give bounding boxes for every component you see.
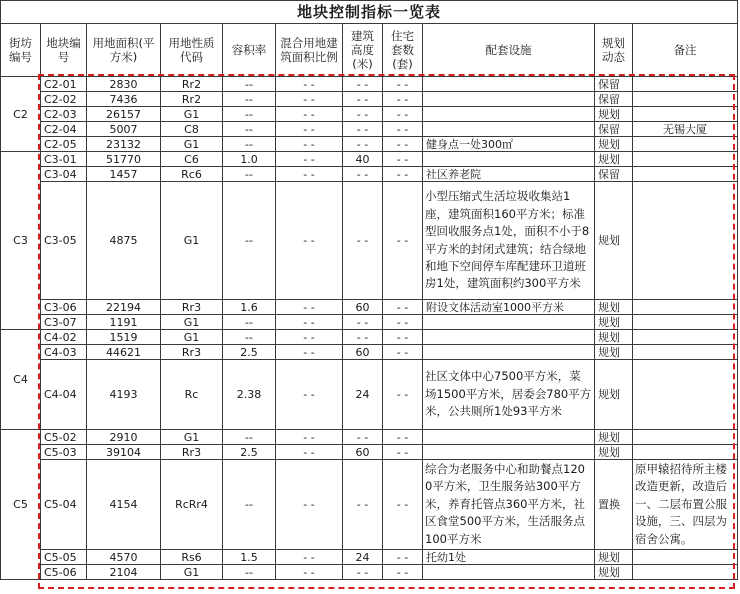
mixed-cell: - - bbox=[276, 345, 343, 360]
status-cell: 规划 bbox=[595, 345, 633, 360]
height-cell: - - bbox=[343, 107, 383, 122]
height-cell: - - bbox=[343, 460, 383, 550]
area-cell: 4154 bbox=[87, 460, 161, 550]
mixed-cell: - - bbox=[276, 360, 343, 430]
status-cell: 规划 bbox=[595, 300, 633, 315]
remark-cell bbox=[633, 137, 738, 152]
status-cell: 规划 bbox=[595, 107, 633, 122]
col-header-remark: 备注 bbox=[633, 24, 738, 77]
mixed-cell: - - bbox=[276, 330, 343, 345]
use-cell: Rr3 bbox=[161, 445, 223, 460]
table-row bbox=[1, 137, 738, 152]
parcel-cell: C5-02 bbox=[41, 430, 87, 445]
parcel-cell: C4-02 bbox=[41, 330, 87, 345]
height-cell: - - bbox=[343, 92, 383, 107]
units-cell: - - bbox=[383, 360, 423, 430]
col-header-status: 规划动态 bbox=[595, 24, 633, 77]
facilities-cell: 综合为老服务中心和助餐点1200平方米，卫生服务站300平方米，养育托管点360平方米，社区食堂500平方米，生活服务点100平方米 bbox=[423, 460, 595, 550]
facilities-cell bbox=[423, 430, 595, 445]
facilities-cell: 社区文体中心7500平方米，菜场1500平方米，居委会780平方米，公共厕所1处93平方米 bbox=[423, 360, 595, 430]
use-cell: Rc6 bbox=[161, 167, 223, 182]
far-cell: 1.0 bbox=[223, 152, 276, 167]
col-header-block: 街坊编号 bbox=[1, 24, 41, 77]
use-cell: C8 bbox=[161, 122, 223, 137]
units-cell: - - bbox=[383, 300, 423, 315]
units-cell: - - bbox=[383, 445, 423, 460]
table-row bbox=[1, 430, 738, 445]
table-row bbox=[1, 92, 738, 107]
status-cell: 规划 bbox=[595, 315, 633, 330]
col-header-mixed: 混合用地建筑面积比例 bbox=[276, 24, 343, 77]
block-cell: C3 bbox=[1, 152, 41, 330]
use-cell: G1 bbox=[161, 182, 223, 300]
table-body bbox=[1, 77, 738, 580]
far-cell: -- bbox=[223, 565, 276, 580]
facilities-cell: 小型压缩式生活垃圾收集站1座，建筑面积160平方米；标准型回收服务点1处，面积不小于8平方米的封闭式建筑；结合绿地和地下空间停车库配建环卫道班房1处，建筑面积约300平方米 bbox=[423, 182, 595, 300]
units-cell: - - bbox=[383, 77, 423, 92]
mixed-cell: - - bbox=[276, 565, 343, 580]
mixed-cell: - - bbox=[276, 550, 343, 565]
facilities-cell: 托幼1处 bbox=[423, 550, 595, 565]
col-header-area: 用地面积(平方米) bbox=[87, 24, 161, 77]
parcel-cell: C5-05 bbox=[41, 550, 87, 565]
table-row bbox=[1, 330, 738, 345]
facilities-cell bbox=[423, 445, 595, 460]
height-cell: 40 bbox=[343, 152, 383, 167]
remark-cell bbox=[633, 345, 738, 360]
facilities-cell bbox=[423, 107, 595, 122]
facilities-cell: 附设文体活动室1000平方米 bbox=[423, 300, 595, 315]
far-cell: 2.5 bbox=[223, 445, 276, 460]
table-row bbox=[1, 107, 738, 122]
status-cell: 置换 bbox=[595, 460, 633, 550]
mixed-cell: - - bbox=[276, 152, 343, 167]
remark-cell bbox=[633, 550, 738, 565]
table-row bbox=[1, 360, 738, 430]
table-row bbox=[1, 565, 738, 580]
remark-cell bbox=[633, 330, 738, 345]
area-cell: 4193 bbox=[87, 360, 161, 430]
mixed-cell: - - bbox=[276, 315, 343, 330]
remark-cell: 原甲辕招待所主楼改造更新，改造后一、二层布置公服设施，三、四层为宿舍公寓。 bbox=[633, 460, 738, 550]
area-cell: 5007 bbox=[87, 122, 161, 137]
col-header-use: 用地性质代码 bbox=[161, 24, 223, 77]
far-cell: 1.6 bbox=[223, 300, 276, 315]
remark-cell bbox=[633, 360, 738, 430]
status-cell: 保留 bbox=[595, 77, 633, 92]
mixed-cell: - - bbox=[276, 182, 343, 300]
height-cell: 60 bbox=[343, 445, 383, 460]
parcel-cell: C2-04 bbox=[41, 122, 87, 137]
units-cell: - - bbox=[383, 122, 423, 137]
remark-cell bbox=[633, 430, 738, 445]
area-cell: 1191 bbox=[87, 315, 161, 330]
table-title: 地块控制指标一览表 bbox=[1, 1, 738, 24]
table-row bbox=[1, 167, 738, 182]
area-cell: 1519 bbox=[87, 330, 161, 345]
units-cell: - - bbox=[383, 345, 423, 360]
status-cell: 规划 bbox=[595, 137, 633, 152]
units-cell: - - bbox=[383, 460, 423, 550]
far-cell: -- bbox=[223, 330, 276, 345]
area-cell: 7436 bbox=[87, 92, 161, 107]
units-cell: - - bbox=[383, 182, 423, 300]
status-cell: 规划 bbox=[595, 330, 633, 345]
col-header-height: 建筑高度(米) bbox=[343, 24, 383, 77]
parcel-cell: C3-06 bbox=[41, 300, 87, 315]
facilities-cell bbox=[423, 77, 595, 92]
height-cell: 60 bbox=[343, 345, 383, 360]
col-header-units: 住宅套数(套) bbox=[383, 24, 423, 77]
use-cell: Rr3 bbox=[161, 300, 223, 315]
use-cell: RcRr4 bbox=[161, 460, 223, 550]
mixed-cell: - - bbox=[276, 122, 343, 137]
use-cell: G1 bbox=[161, 315, 223, 330]
far-cell: 2.5 bbox=[223, 345, 276, 360]
height-cell: - - bbox=[343, 182, 383, 300]
status-cell: 规划 bbox=[595, 152, 633, 167]
facilities-cell bbox=[423, 330, 595, 345]
area-cell: 26157 bbox=[87, 107, 161, 122]
remark-cell bbox=[633, 300, 738, 315]
mixed-cell: - - bbox=[276, 445, 343, 460]
use-cell: G1 bbox=[161, 565, 223, 580]
far-cell: -- bbox=[223, 167, 276, 182]
area-cell: 23132 bbox=[87, 137, 161, 152]
use-cell: G1 bbox=[161, 107, 223, 122]
remark-cell bbox=[633, 182, 738, 300]
use-cell: Rr2 bbox=[161, 77, 223, 92]
table-row bbox=[1, 122, 738, 137]
far-cell: -- bbox=[223, 107, 276, 122]
far-cell: -- bbox=[223, 460, 276, 550]
table-row bbox=[1, 315, 738, 330]
units-cell: - - bbox=[383, 550, 423, 565]
far-cell: -- bbox=[223, 122, 276, 137]
height-cell: - - bbox=[343, 137, 383, 152]
use-cell: G1 bbox=[161, 430, 223, 445]
table-row bbox=[1, 445, 738, 460]
parcel-cell: C2-05 bbox=[41, 137, 87, 152]
parcel-cell: C2-03 bbox=[41, 107, 87, 122]
remark-cell bbox=[633, 315, 738, 330]
parcel-cell: C3-04 bbox=[41, 167, 87, 182]
remark-cell: 无锡大厦 bbox=[633, 122, 738, 137]
remark-cell bbox=[633, 167, 738, 182]
facilities-cell bbox=[423, 345, 595, 360]
use-cell: C6 bbox=[161, 152, 223, 167]
units-cell: - - bbox=[383, 137, 423, 152]
status-cell: 规划 bbox=[595, 430, 633, 445]
table-row bbox=[1, 345, 738, 360]
table-row bbox=[1, 152, 738, 167]
mixed-cell: - - bbox=[276, 167, 343, 182]
header-row bbox=[1, 24, 738, 77]
facilities-cell: 健身点一处300㎡ bbox=[423, 137, 595, 152]
height-cell: - - bbox=[343, 167, 383, 182]
far-cell: -- bbox=[223, 182, 276, 300]
far-cell: -- bbox=[223, 92, 276, 107]
area-cell: 44621 bbox=[87, 345, 161, 360]
remark-cell bbox=[633, 77, 738, 92]
status-cell: 规划 bbox=[595, 550, 633, 565]
remark-cell bbox=[633, 107, 738, 122]
use-cell: G1 bbox=[161, 330, 223, 345]
status-cell: 规划 bbox=[595, 565, 633, 580]
far-cell: -- bbox=[223, 430, 276, 445]
height-cell: - - bbox=[343, 77, 383, 92]
parcel-cell: C3-05 bbox=[41, 182, 87, 300]
mixed-cell: - - bbox=[276, 460, 343, 550]
area-cell: 4875 bbox=[87, 182, 161, 300]
mixed-cell: - - bbox=[276, 92, 343, 107]
use-cell: Rr3 bbox=[161, 345, 223, 360]
units-cell: - - bbox=[383, 330, 423, 345]
parcel-cell: C4-03 bbox=[41, 345, 87, 360]
area-cell: 4570 bbox=[87, 550, 161, 565]
area-cell: 1457 bbox=[87, 167, 161, 182]
use-cell: Rs6 bbox=[161, 550, 223, 565]
height-cell: 24 bbox=[343, 550, 383, 565]
area-cell: 39104 bbox=[87, 445, 161, 460]
far-cell: 1.5 bbox=[223, 550, 276, 565]
facilities-cell: 社区养老院 bbox=[423, 167, 595, 182]
mixed-cell: - - bbox=[276, 77, 343, 92]
col-header-facilities: 配套设施 bbox=[423, 24, 595, 77]
table-row bbox=[1, 550, 738, 565]
status-cell: 规划 bbox=[595, 445, 633, 460]
facilities-cell bbox=[423, 152, 595, 167]
area-cell: 2910 bbox=[87, 430, 161, 445]
parcel-cell: C5-03 bbox=[41, 445, 87, 460]
parcel-cell: C5-06 bbox=[41, 565, 87, 580]
use-cell: Rc bbox=[161, 360, 223, 430]
parcel-cell: C3-01 bbox=[41, 152, 87, 167]
status-cell: 保留 bbox=[595, 122, 633, 137]
block-cell: C4 bbox=[1, 330, 41, 430]
height-cell: 24 bbox=[343, 360, 383, 430]
parcel-cell: C2-01 bbox=[41, 77, 87, 92]
units-cell: - - bbox=[383, 167, 423, 182]
units-cell: - - bbox=[383, 92, 423, 107]
status-cell: 规划 bbox=[595, 182, 633, 300]
status-cell: 保留 bbox=[595, 92, 633, 107]
units-cell: - - bbox=[383, 430, 423, 445]
units-cell: - - bbox=[383, 107, 423, 122]
table-row bbox=[1, 300, 738, 315]
use-cell: G1 bbox=[161, 137, 223, 152]
remark-cell bbox=[633, 152, 738, 167]
status-cell: 保留 bbox=[595, 167, 633, 182]
status-cell: 规划 bbox=[595, 360, 633, 430]
facilities-cell bbox=[423, 565, 595, 580]
height-cell: 60 bbox=[343, 300, 383, 315]
area-cell: 51770 bbox=[87, 152, 161, 167]
remark-cell bbox=[633, 565, 738, 580]
table-row bbox=[1, 182, 738, 300]
parcel-cell: C2-02 bbox=[41, 92, 87, 107]
far-cell: -- bbox=[223, 77, 276, 92]
height-cell: - - bbox=[343, 430, 383, 445]
mixed-cell: - - bbox=[276, 107, 343, 122]
block-cell: C5 bbox=[1, 430, 41, 580]
col-header-far: 容积率 bbox=[223, 24, 276, 77]
mixed-cell: - - bbox=[276, 300, 343, 315]
height-cell: - - bbox=[343, 122, 383, 137]
col-header-parcel: 地块编号 bbox=[41, 24, 87, 77]
mixed-cell: - - bbox=[276, 430, 343, 445]
table-row bbox=[1, 460, 738, 550]
facilities-cell bbox=[423, 92, 595, 107]
block-cell: C2 bbox=[1, 77, 41, 152]
units-cell: - - bbox=[383, 152, 423, 167]
height-cell: - - bbox=[343, 315, 383, 330]
far-cell: 2.38 bbox=[223, 360, 276, 430]
parcel-cell: C5-04 bbox=[41, 460, 87, 550]
table-row bbox=[1, 77, 738, 92]
parcel-cell: C3-07 bbox=[41, 315, 87, 330]
facilities-cell bbox=[423, 315, 595, 330]
far-cell: -- bbox=[223, 137, 276, 152]
mixed-cell: - - bbox=[276, 137, 343, 152]
far-cell: -- bbox=[223, 315, 276, 330]
parcel-cell: C4-04 bbox=[41, 360, 87, 430]
area-cell: 2830 bbox=[87, 77, 161, 92]
use-cell: Rr2 bbox=[161, 92, 223, 107]
units-cell: - - bbox=[383, 315, 423, 330]
remark-cell bbox=[633, 92, 738, 107]
remark-cell bbox=[633, 445, 738, 460]
height-cell: - - bbox=[343, 565, 383, 580]
facilities-cell bbox=[423, 122, 595, 137]
height-cell: - - bbox=[343, 330, 383, 345]
area-cell: 2104 bbox=[87, 565, 161, 580]
units-cell: - - bbox=[383, 565, 423, 580]
area-cell: 22194 bbox=[87, 300, 161, 315]
